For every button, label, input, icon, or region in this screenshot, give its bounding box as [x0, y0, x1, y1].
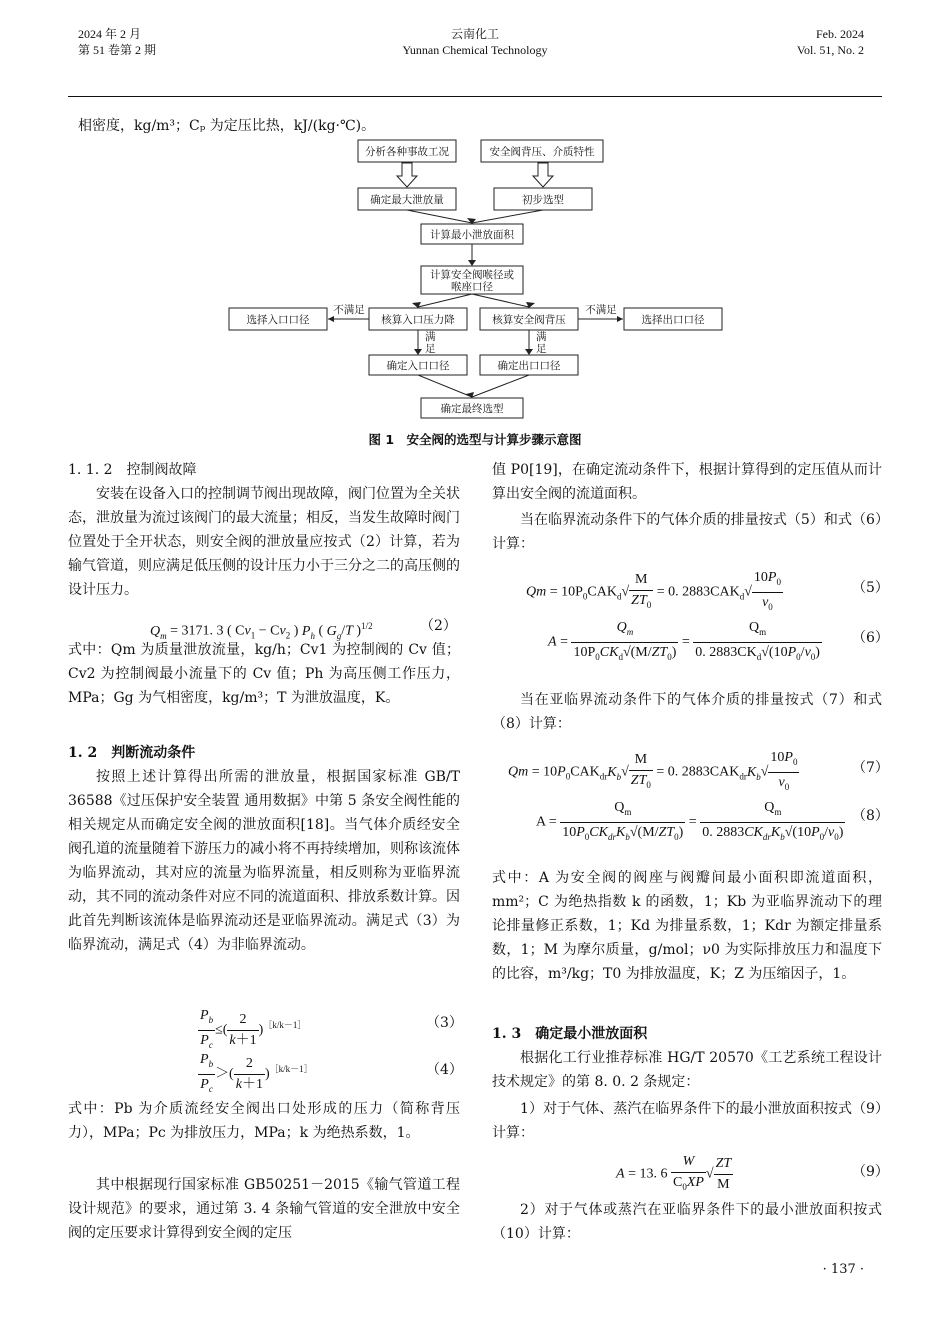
equation-6: A = $\frac{Q_m}{10P_0CK_d√(M/ZT_0)}$ = $\frac{Q_m}{0. 2883CK_d√(10P_0/\nu_0)}$ — [548, 620, 820, 662]
fc-throat-2: 喉座口径 — [451, 281, 493, 293]
right-para-6: 2）对于气体或蒸汽在亚临界条件下的最小泄放面积按式（10）计算： — [492, 1202, 882, 1242]
fc-backpressure: 安全阀背压、介质特性 — [489, 146, 595, 158]
left-para-3: 其中根据现行国家标准 GB50251－2015《输气管道工程设计规范》的要求，通过第 3. 4 条输气管道的安全泄放中安全阀的定压要求计算得到安全阀的定压 — [68, 1177, 460, 1241]
left-para-1: 安装在设备入口的控制调节阀出现故障，阀门位置为全关状态，泄放量为流过该阀门的最大流量；相反，当发生故障时阀门位置处于全开状态，则安全阀的泄放量应按式（2）计算，若为输气管道，则应满足低压侧的设计压力小于三分之二的高压侧的设计压力。 — [68, 486, 460, 598]
fc-max-discharge: 确定最大泄放量 — [370, 194, 444, 206]
equation-3: $\frac{P_b}{P_c}$ ≤( $\frac{2}{k+1}$ )$^{[k/k-1]}$ — [200, 1008, 307, 1050]
fc-throat-1: 计算安全阀喉径或 — [430, 269, 514, 281]
left-where-34: 式中：Pb 为介质流经安全阀出口处形成的压力（简称背压力），MPa；Pc 为排放压力，MPa；k 为绝热系数，1。 — [68, 1101, 460, 1141]
heading-1-1-2: 1. 1. 2 控制阀故障 — [68, 462, 197, 478]
right-where-58: 式中：A 为安全阀的阀座与阀瓣间最小面积即流道面积，mm²；C 为绝热指数 k 的函数，1；Kb 为亚临界流动下的理论排量修正系数，1；Kd 为排量系数，1；Kdr 为额定排量系数，1；M 为摩尔质量，g/mol；ν0 为实际排放压力和温度下的比容，m³/kg；T0 为排放温度，K；Z 为压缩因子，1。 — [492, 870, 882, 982]
flowchart-figure — [0, 0, 950, 430]
header-volume-en: Vol. 51, No. 2 — [796, 43, 864, 57]
heading-1-2: 1. 2 判断流动条件 — [68, 745, 196, 761]
fc-confirm-outlet: 确定出口口径 — [497, 360, 561, 372]
equation-4: $\frac{P_b}{P_c}$ ＞( $\frac{2}{k+1}$ )$^{[k/k-1]}$ — [200, 1052, 313, 1094]
fc-confirm-inlet: 确定入口口径 — [386, 360, 450, 372]
fc-select-inlet: 选择入口口径 — [246, 314, 310, 326]
fc-analyze: 分析各种事故工况 — [365, 146, 449, 158]
right-para-2: 当在临界流动条件下的气体介质的排量按式（5）和式（6）计算： — [492, 512, 882, 552]
header-date-en: Feb. 2024 — [816, 27, 864, 41]
equation-9-number: （9） — [852, 1164, 889, 1180]
continuation-text: 相密度，kg/m³；Cₚ 为定压比热，kJ/(kg·℃)。 — [78, 118, 376, 134]
fc-ok-right: 满足 — [536, 331, 547, 355]
fc-preselect: 初步选型 — [522, 194, 564, 206]
heading-1-3: 1. 3 确定最小泄放面积 — [492, 1026, 648, 1042]
equation-2: $Q_m = 3171$. 3 ( $Cv_1 - Cv_2$ ) $P_h$ ( $G_g/T$ )$^{1/2}$ — [150, 621, 373, 641]
journal-title-en: Yunnan Chemical Technology — [402, 43, 548, 57]
fc-check-back: 核算安全阀背压 — [492, 314, 566, 326]
fc-ok-left: 满足 — [425, 331, 436, 355]
header-date: 2024 年 2 月 — [78, 27, 142, 41]
fc-inlet-drop: 核算入口压力降 — [381, 314, 455, 326]
figure-caption: 图 1 安全阀的选型与计算步骤示意图 — [368, 432, 582, 447]
equation-4-number: （4） — [426, 1062, 463, 1078]
hollow-arrow-left — [397, 163, 417, 187]
equation-3-number: （3） — [426, 1015, 463, 1031]
fc-not-ok-right: 不满足 — [585, 304, 617, 316]
equation-5: $Qm = 10P_0CAK_d√$ $\frac{M}{ZT_0}$ = 0. $2883CAK_d√$ $\frac{10P_0}{\nu_0}$ — [526, 570, 781, 612]
page-number: · 137 · — [822, 1262, 864, 1277]
fc-min-area: 计算最小泄放面积 — [430, 229, 514, 241]
hollow-arrow-right — [533, 163, 553, 187]
equation-5-number: （5） — [852, 580, 889, 596]
header-volume: 第 51 卷第 2 期 — [78, 43, 157, 57]
equation-6-number: （6） — [852, 630, 889, 646]
right-para-5: 1）对于气体、蒸汽在临界条件下的最小泄放面积按式（9）计算： — [492, 1101, 882, 1141]
equation-2-number: （2） — [420, 618, 457, 634]
equation-7-number: （7） — [852, 760, 889, 776]
fc-not-ok-left: 不满足 — [333, 304, 365, 316]
right-para-4: 根据化工行业推荐标准 HG/T 20570《工艺系统工程设计技术规定》的第 8. 0. 2 条规定： — [492, 1050, 882, 1090]
right-para-1: 值 P0[19]，在确定流动条件下，根据计算得到的定压值从而计算出安全阀的流道面积。 — [492, 462, 882, 502]
equation-7: $Qm = 10P_0CAK_{dr}K_b√$ $\frac{M}{ZT_0}$ = 0. $2883CAK_{dr}K_b√$ $\frac{10P_0}{\nu_0}$ — [508, 750, 798, 792]
equation-8-number: （8） — [852, 808, 889, 824]
fc-final: 确定最终选型 — [440, 403, 504, 415]
left-para-2: 按照上述计算得出所需的泄放量，根据国家标准 GB/T 36588《过压保护安全装置 通用数据》中第 5 条安全阀性能的相关规定从而确定安全阀的泄放面积[18]。当气体介质经安全阀孔道的流量随着下游压力的减小将不再持续增加，则称该流体为临界流动，其对应的流量为临界流量，相反则称为亚临界流动，其不同的流动条件对应不同的流道面积、排放系数计算。因此首先判断该流体是临界流动还是亚临界流动。满足式（3）为临界流动，满足式（4）为非临界流动。 — [68, 769, 460, 953]
equation-9: A = 13. 6 $\frac{W}{C_0XP}$ √ $\frac{ZT}{M}$ — [616, 1154, 732, 1192]
fc-select-outlet: 选择出口口径 — [641, 314, 705, 326]
equation-8: A = $\frac{Q_m}{10P_0CK_{dr}K_b√(M/ZT_0)}$ = $\frac{Q_m}{0. 2883CK_{dr}K_b√(10P_0/\nu_0)}$ — [536, 800, 844, 842]
left-where-2: 式中：Qm 为质量泄放流量，kg/h；Cv1 为控制阀的 Cv 值；Cv2 为控制阀最小流量下的 Cv 值；Ph 为高压侧工作压力，MPa；Gg 为气相密度，kg/m³；T 为泄放温度，K。 — [68, 642, 460, 706]
right-para-3: 当在亚临界流动条件下的气体介质的排量按式（7）和式（8）计算： — [492, 692, 882, 732]
journal-title-cn: 云南化工 — [450, 27, 499, 41]
